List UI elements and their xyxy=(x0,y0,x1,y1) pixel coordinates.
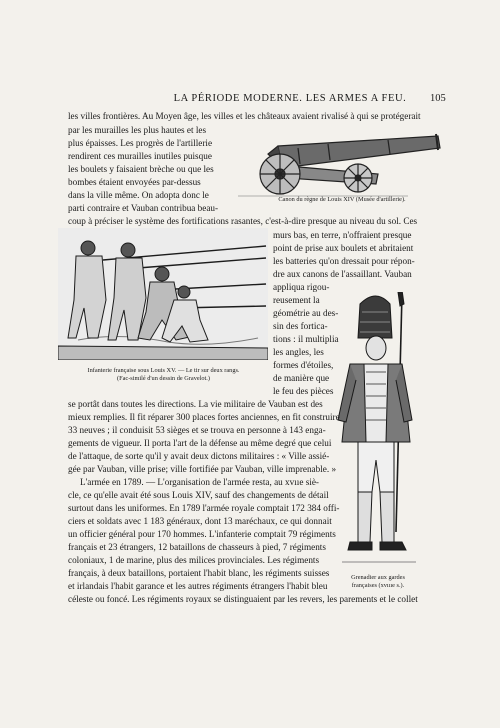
text-line: bombes étaient envoyées par-dessus xyxy=(68,177,201,187)
grenadier-illustration xyxy=(336,292,422,570)
text-line: et irlandais l'habit garance et les autres régiments étrangers l'habit bleu xyxy=(68,581,328,591)
text-line: coloniaux, 1 de marine, plus des milices provinciales. Les régiments xyxy=(68,555,320,565)
cannon-caption: Canon du règne de Louis XIV (Musée d'artillerie). xyxy=(278,196,406,203)
text-line: surtout dans les uniformes. En 1789 l'armée royale comptait 172 384 offi- xyxy=(68,503,340,513)
text-line: dans la ville même. On adopta donc le xyxy=(68,190,209,200)
text-line: le feu des pièces xyxy=(273,386,334,396)
text-line: les villes frontières. Au Moyen âge, les villes et les châteaux avaient rivalisé à qui se protégerait xyxy=(68,111,421,121)
text-line: céleste ou foncé. Les régiments royaux se distinguaient par les revers, les parements et le collet xyxy=(68,594,418,604)
text-line: un officier général pour 170 hommes. L'infanterie comptait 79 régiments xyxy=(68,529,336,539)
text-line: reusement la xyxy=(273,295,320,305)
running-title: LA PÉRIODE MODERNE. LES ARMES A FEU. xyxy=(173,93,407,104)
text-line: gée par Vauban, ville prise; ville fortifiée par Vauban, ville imprenable. » xyxy=(68,464,337,474)
text-line: L'armée en 1789. — L'organisation de l'armée resta, au xvııe siè- xyxy=(80,477,319,487)
text-line: gements de vigueur. Il porta l'art de la défense au même degré que celui xyxy=(68,438,332,448)
text-line: point de prise aux boulets et abritaient xyxy=(273,243,414,253)
cannon-illustration xyxy=(238,126,448,204)
infantry-caption-line1: Infanterie française sous Louis XV. — Le tir sur deux rangs. xyxy=(87,367,240,374)
text-line: coup à préciser le système des fortifications rasantes, c'est-à-dire presque au niveau du sol. Ces xyxy=(68,216,418,226)
page-number: 105 xyxy=(430,93,446,104)
text-line: formes d'étoiles, xyxy=(273,360,334,370)
text-line: les batteries qu'on dressait pour répon- xyxy=(273,256,415,266)
infantry-caption-line2: (Fac-similé d'un dessin de Gravelot.) xyxy=(117,375,210,382)
text-line: ciers et soldats avec 1 183 généraux, dont 13 maréchaux, ce qui donnait xyxy=(68,516,332,526)
text-line: français, à deux bataillons, portaient l'habit blanc, les régiments suisses xyxy=(68,568,330,578)
grenadier-caption-line1: Grenadier aux gardes xyxy=(351,574,405,581)
text-line: français et 23 étrangers, 12 bataillons de chasseurs à pied, 7 régiments xyxy=(68,542,326,552)
text-line: parti contraire et Vauban contribua beau- xyxy=(68,203,219,213)
text-line: les angles, les xyxy=(273,347,324,357)
text-line: murs bas, en terre, n'offraient presque xyxy=(273,230,412,240)
text-line: les boulets y faisaient brèche ou que les xyxy=(68,164,214,174)
text-line: géométrie au des- xyxy=(273,308,339,318)
infantry-illustration xyxy=(58,228,268,360)
text-line: appliqua rigou- xyxy=(273,282,330,292)
text-line: de l'attaque, de sorte qu'il y avait deux dictons militaires : « Ville assié- xyxy=(68,451,330,461)
text-line: se portât dans toutes les directions. La vie militaire de Vauban est des xyxy=(68,399,323,409)
text-line: de manière que xyxy=(273,373,330,383)
text-line: sin des fortica- xyxy=(273,321,328,331)
text-line: tions : il multiplia xyxy=(273,334,339,344)
text-line: cle, ce qu'elle avait été sous Louis XIV, sauf des changements de détail xyxy=(68,490,329,500)
grenadier-caption-line2: françaises (xvıııe s.). xyxy=(351,582,405,589)
text-line: 33 neuves ; il conduisit 53 sièges et se trouva en personne à 143 enga- xyxy=(68,425,326,435)
text-line: par les murailles les plus hautes et les xyxy=(68,125,207,135)
text-line: mieux remplies. Il fit réparer 300 places fortes anciennes, en fit construire xyxy=(68,412,340,422)
text-line: dre aux canons de l'assaillant. Vauban xyxy=(273,269,412,279)
text-line: rendirent ces murailles inutiles puisque xyxy=(68,151,212,161)
text-line: plus épaisses. Les progrès de l'artillerie xyxy=(68,138,213,148)
